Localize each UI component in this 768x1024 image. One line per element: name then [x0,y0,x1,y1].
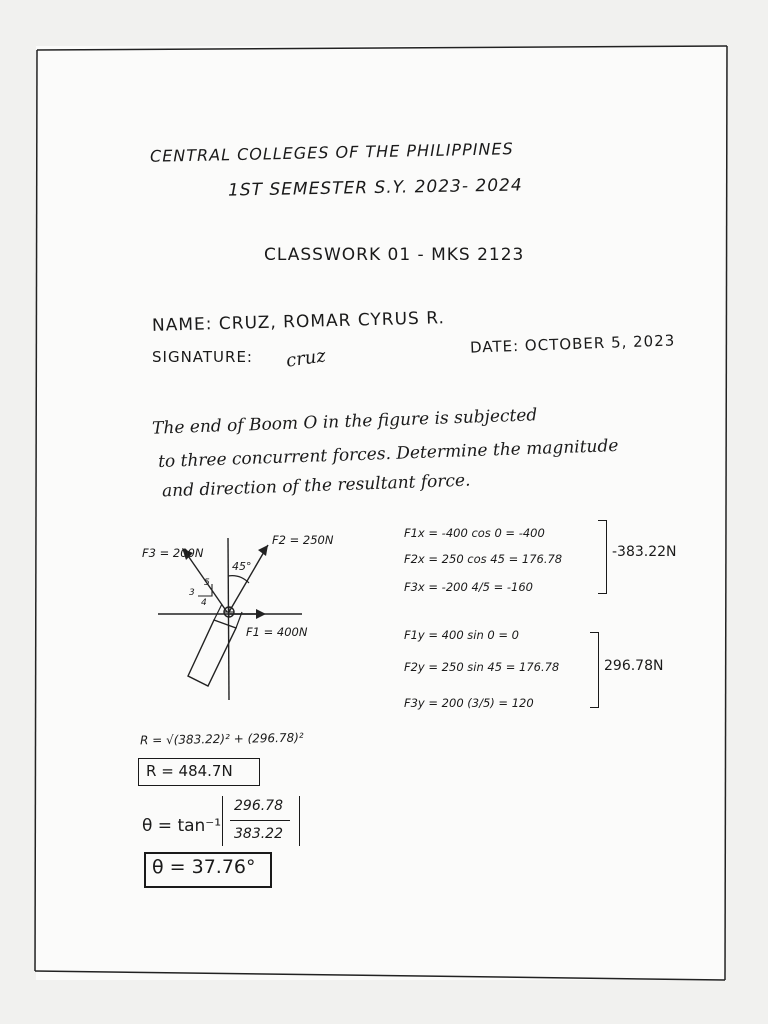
ratio-5-label: 5 [204,578,210,588]
x-sum: -383.22N [612,544,677,560]
fraction-bar [230,820,290,821]
f2x-equation: F2x = 250 cos 45 = 176.78 [404,552,563,566]
y-sum-bracket [590,632,599,708]
f2y-equation: F2y = 250 sin 45 = 176.78 [404,660,560,674]
angle-label: 45° [232,560,252,573]
f1y-equation: F1y = 400 sin 0 = 0 [404,628,519,642]
date-line: DATE: OCTOBER 5, 2023 [469,331,676,357]
signature: cruz [284,345,328,372]
f2-label: F2 = 250N [272,533,334,547]
theta-lhs: θ = tan⁻¹ [142,816,222,836]
problem-line-1: The end of Boom O in the figure is subjected [151,405,538,439]
theta-value: θ = 37.76° [152,856,256,878]
f3y-equation: F3y = 200 (3/5) = 120 [404,696,534,710]
x-sum-bracket [598,520,607,594]
problem-line-3: and direction of the resultant force. [161,470,471,502]
ratio-3-label: 3 [189,588,195,598]
ratio-4-label: 4 [201,598,207,608]
classwork-title: CLASSWORK 01 - MKS 2123 [264,245,525,265]
problem-line-2: to three concurrent forces. Determine the magnitude [157,435,619,473]
tan-numerator: 296.78 [234,798,283,814]
student-name: NAME: CRUZ, ROMAR CYRUS R. [151,308,446,336]
tan-denominator: 383.22 [234,826,283,842]
y-sum: 296.78N [604,658,664,674]
y-axis-line [228,538,229,700]
f3-label: F3 = 200N [142,546,204,560]
semester-line: 1ST SEMESTER S.Y. 2023- 2024 [227,175,523,201]
f3x-equation: F3x = -200 4/5 = -160 [404,580,533,594]
resultant-formula: R = √(383.22)² + (296.78)² [139,730,304,748]
signature-label: SIGNATURE: [152,348,253,366]
f1-label: F1 = 400N [246,625,308,639]
f1x-equation: F1x = -400 cos 0 = -400 [404,526,545,540]
resultant-value: R = 484.7N [146,762,233,780]
f1-arrowhead [256,609,266,619]
school-name: CENTRAL COLLEGES OF THE PHILIPPINES [149,139,514,166]
f2-arrow-shaft [229,545,268,612]
